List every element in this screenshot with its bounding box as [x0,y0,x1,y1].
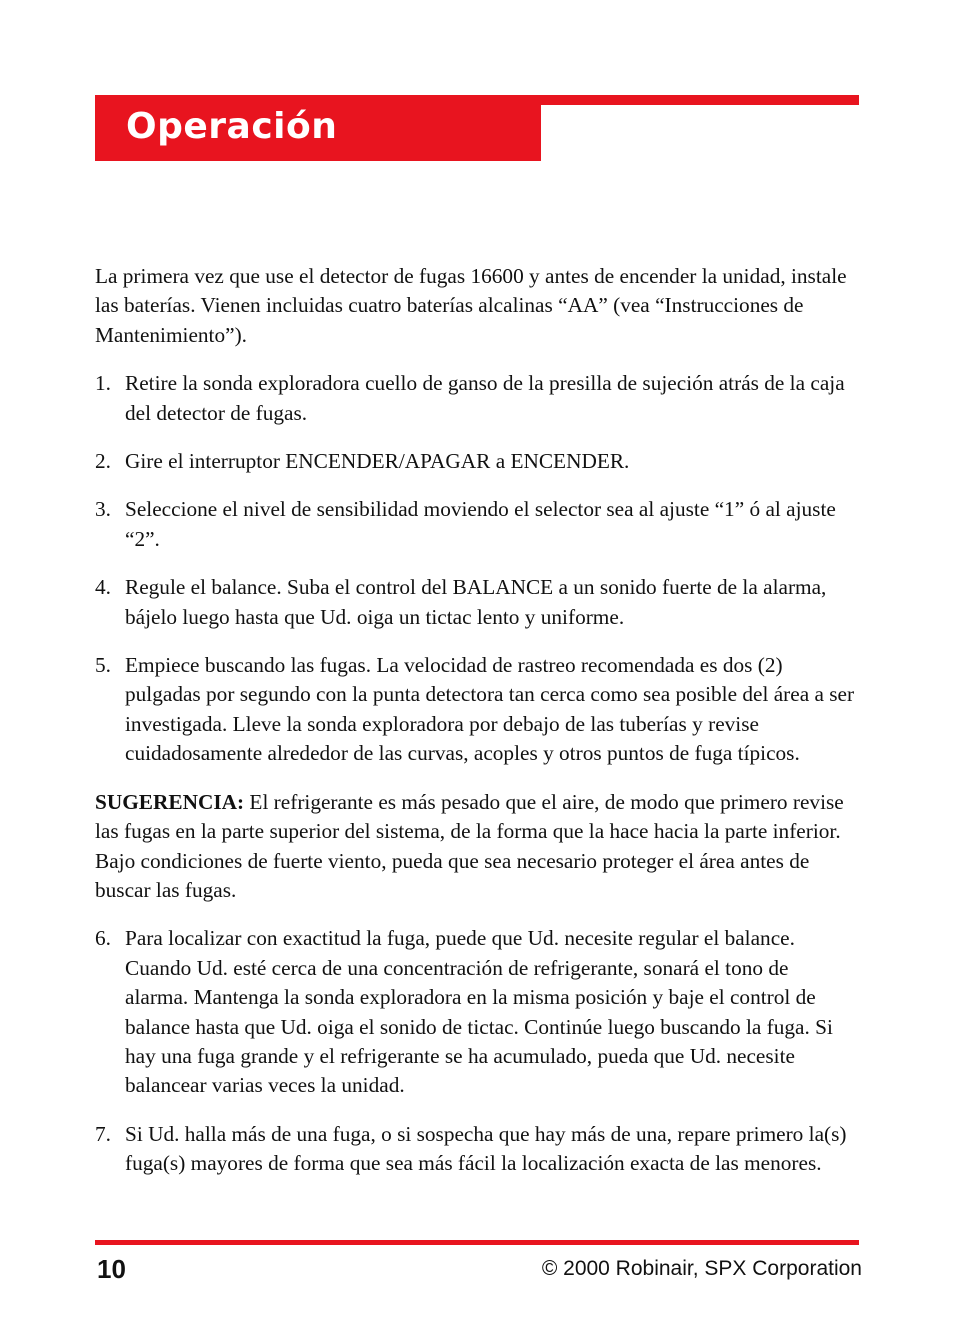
step-number: 7. [95,1121,111,1146]
step-text: Para localizar con exactitud la fuga, puede que Ud. necesite regular el balance. Cuando Ud. esté cerca de una concentración de refrigerante, sonará el tono de alarma. Mantenga la sonda exploradora en la misma posición y baje el control de balance hasta que Ud. oiga el sonido de tictac. Continúe luego buscando la fuga. Si hay una fuga grande y el refrigerante se ha acumulado, pueda que Ud. necesite balancear varias veces la unidad. [125,926,833,1098]
step-number: 1. [95,371,111,396]
step-number: 3. [95,497,111,522]
intro-paragraph: La primera vez que use el detector de fugas 16600 y antes de encender la unidad, instale las baterías. Vienen incluidas cuatro baterías alcalinas “AA” (vea “Instrucciones de Mantenimiento”). [95,264,847,347]
steps-list-first [95,369,857,768]
step-item [95,924,857,1100]
step-text: Empiece buscando las fugas. La velocidad de rastreo recomendada es dos (2) pulgadas por segundo con la punta detectora tan cerca como sea posible del área a ser investigada. Lleve la sonda exploradora por debajo de las tuberías y revise cuidadosamente alrededor de las curvas, acoples y otros puntos de fuga típicos. [125,653,855,766]
tip-paragraph [95,788,857,906]
step-number: 4. [95,575,111,600]
step-text: Gire el interruptor ENCENDER/APAGAR a ENCENDER. [125,449,630,474]
step-item [95,495,857,554]
page-title: Operación [126,106,338,147]
page-number: 10 [97,1254,126,1284]
step-item [95,573,857,632]
tip-text: El refrigerante es más pesado que el aire, de modo que primero revise las fugas en la parte superior del sistema, de la forma que la hace hacia la parte inferior. Bajo condiciones de fuerte viento, pueda que sea necesario proteger el área antes de buscar las fugas. [95,789,844,902]
step-number: 2. [95,449,111,474]
step-item [95,1120,857,1179]
step-item [95,651,857,769]
copyright-notice: © 2000 Robinair, SPX Corporation [541,1257,862,1280]
step-item [95,369,857,428]
step-text: Si Ud. halla más de una fuga, o si sospecha que hay más de una, repare primero la(s) fuga(s) mayores de forma que sea más fácil la localización exacta de las menores. [125,1121,847,1176]
footer-rule [95,1240,859,1245]
body-content [95,262,857,1198]
step-text: Seleccione el nivel de sensibilidad moviendo el selector sea al ajuste “1” ó al ajuste “2”. [125,497,836,551]
tip-label: SUGERENCIA: [95,789,245,814]
step-text: Regule el balance. Suba el control del BALANCE a un sonido fuerte de la alarma, bájelo luego hasta que Ud. oiga un tictac lento y uniforme. [125,575,827,629]
step-item [95,447,857,476]
step-number: 5. [95,653,111,678]
steps-list-second [95,924,857,1178]
step-number: 6. [95,926,111,951]
step-text: Retire la sonda exploradora cuello de ganso de la presilla de sujeción atrás de la caja del detector de fugas. [125,371,845,425]
